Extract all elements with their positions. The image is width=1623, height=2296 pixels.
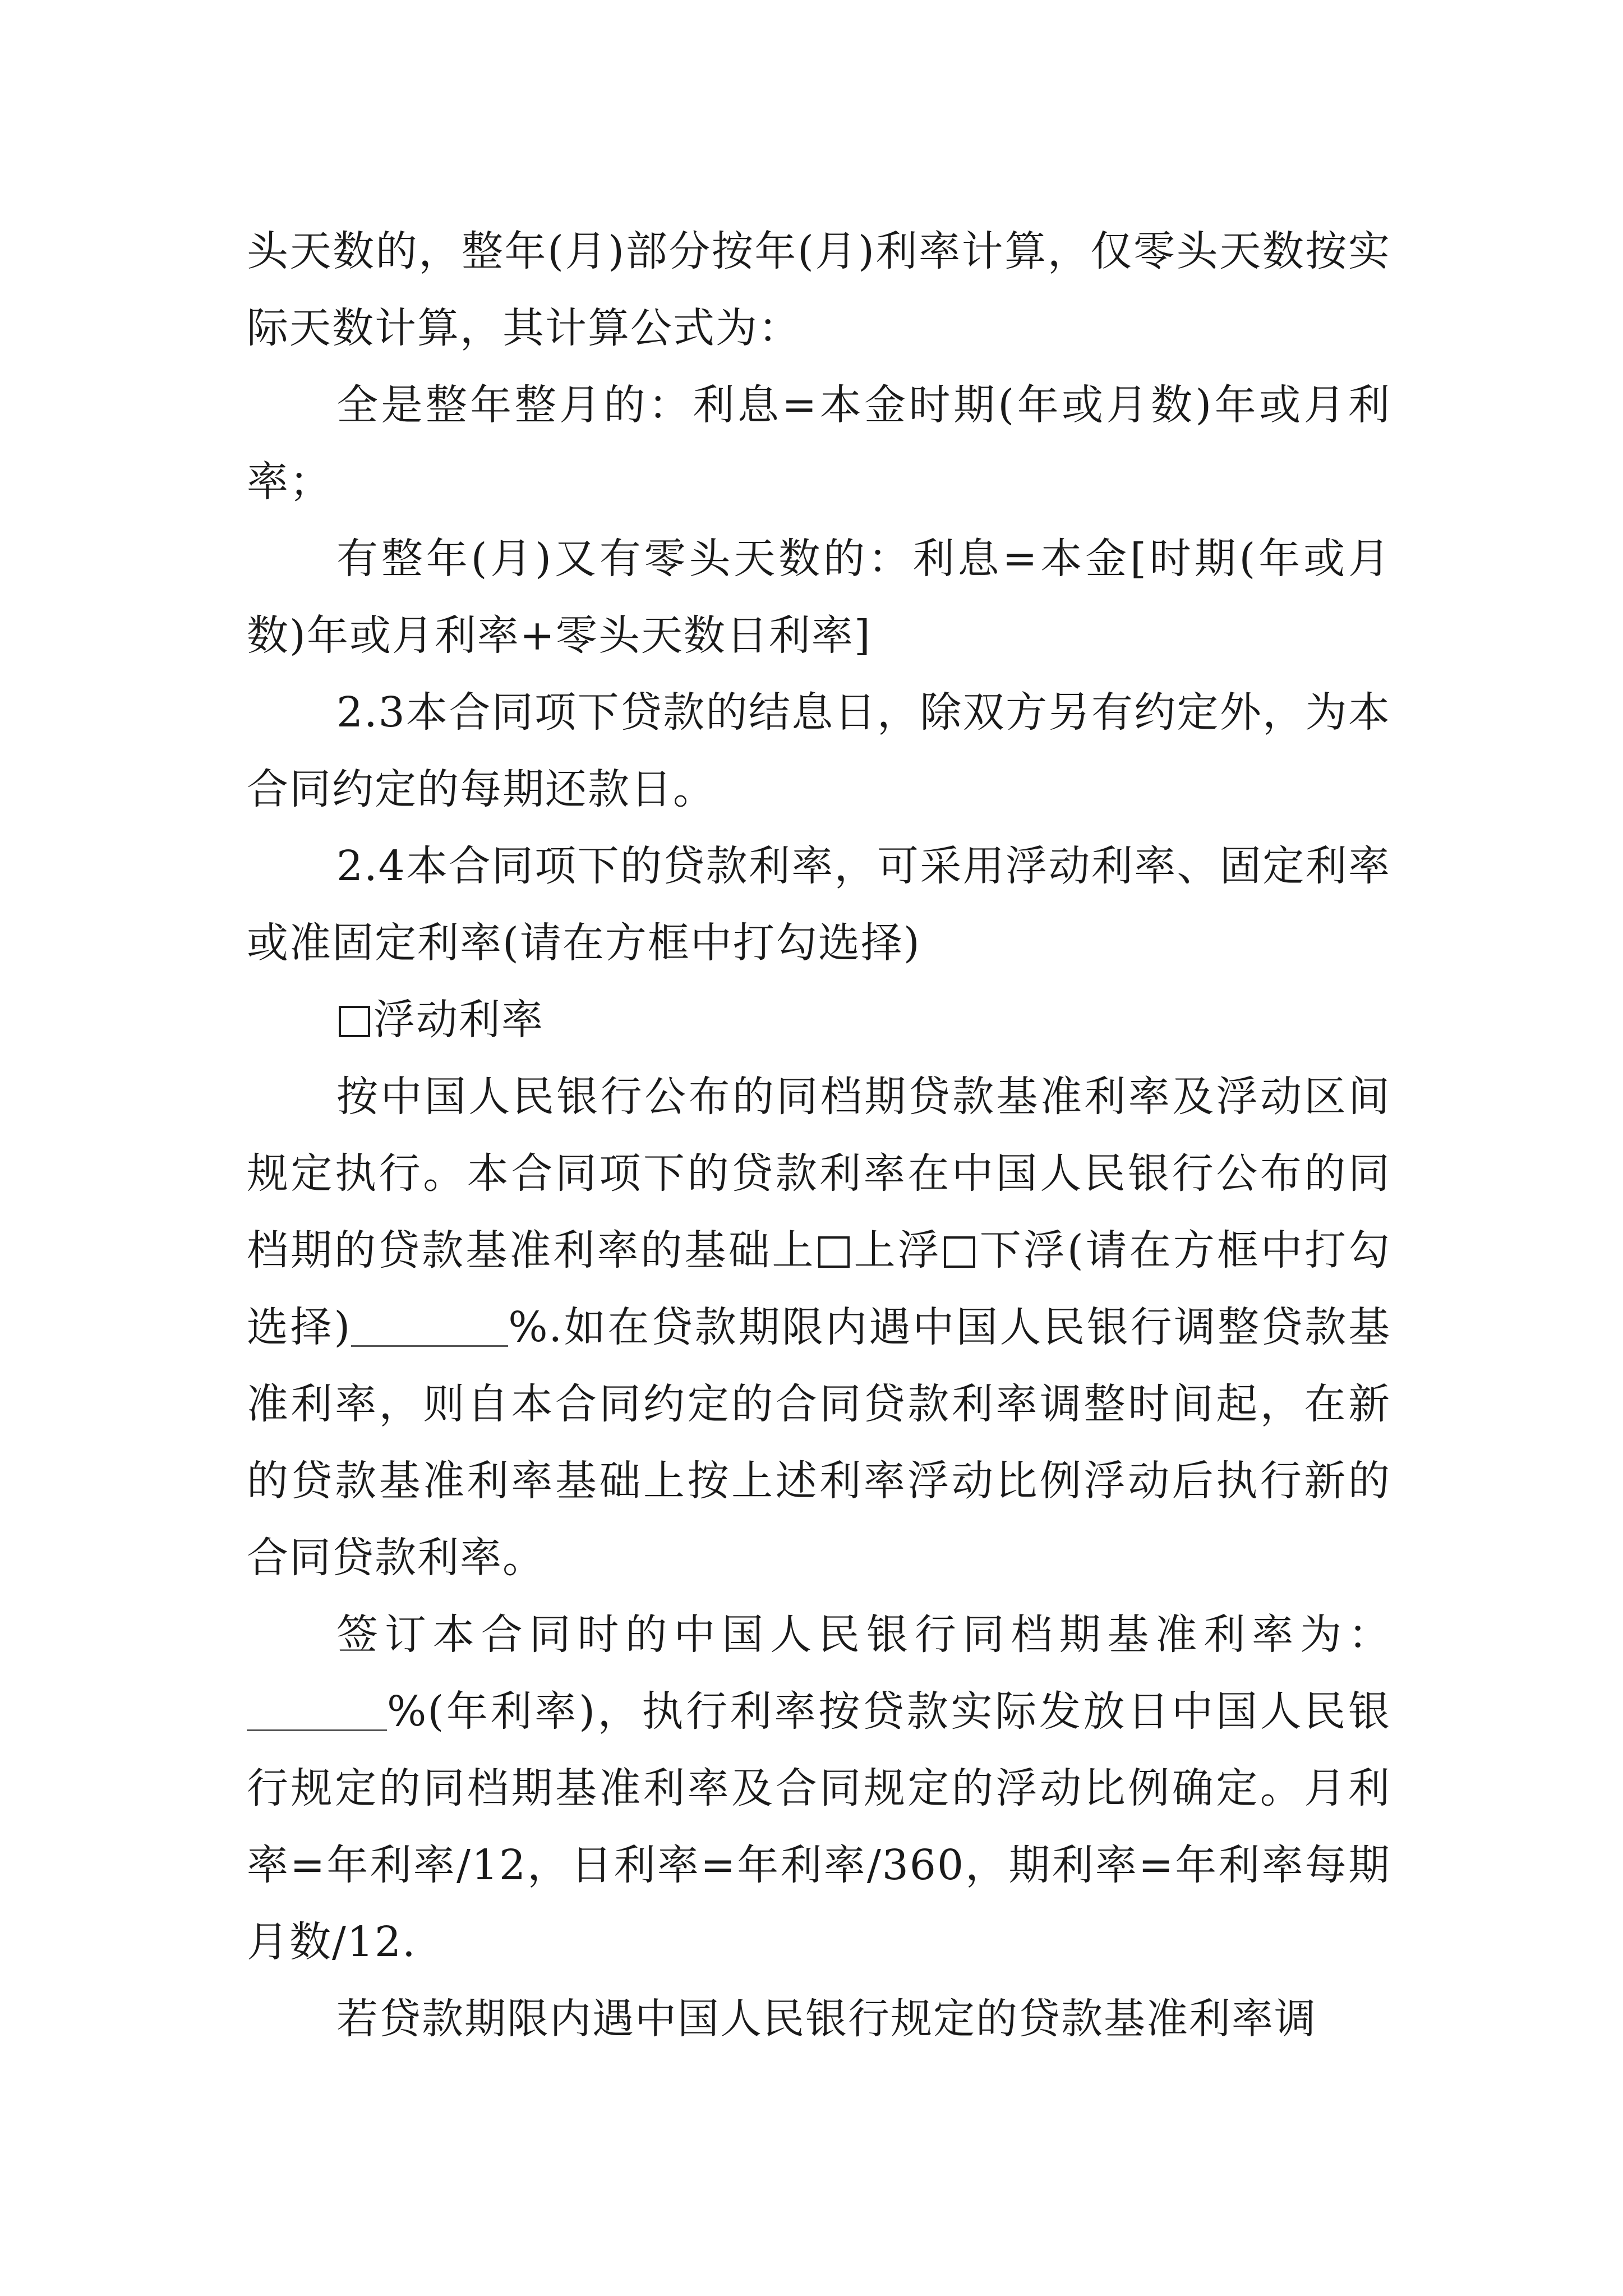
- base-rate-percentage-blank[interactable]: [247, 1685, 387, 1731]
- paragraph-base-rate-signing: [247, 1596, 1391, 1981]
- paragraph-floating-rate-terms: [247, 1059, 1391, 1596]
- paragraph-text: 有整年(月)又有零头天数的：利息=本金[时期(年或月数)年或月利率+零头天数日利率]: [247, 535, 1391, 660]
- paragraph-text: %.如在贷款期限内遇中国人民银行调整贷款基准利率，则自本合同约定的合同贷款利率调整时间起，在新的贷款基准利率基础上按上述利率浮动比例浮动后执行新的合同贷款利率。: [247, 1303, 1391, 1582]
- paragraph-text: 全是整年整月的：利息=本金时期(年或月数)年或月利率；: [247, 381, 1391, 506]
- rate-down-label: 下浮: [978, 1226, 1067, 1274]
- paragraph-text: 2.4本合同项下的贷款利率，可采用浮动利率、固定利率或准固定利率(请在方框中打勾选择): [247, 842, 1391, 967]
- paragraph-clause-2-4: [247, 828, 1391, 982]
- paragraph-full-year-formula: [247, 367, 1391, 521]
- floating-rate-checkbox[interactable]: [339, 1006, 370, 1037]
- paragraph-clause-2-3: [247, 674, 1391, 828]
- paragraph-text: %(年利率)，执行利率按贷款实际发放日中国人民银行规定的同档期基准利率及合同规定的浮动比例确定。月利率=年利率/12，日利率=年利率/360，期利率=年利率每期月数/12.: [247, 1687, 1391, 1966]
- rate-up-label: 上浮: [852, 1226, 942, 1274]
- paragraph-floating-rate-option: [247, 982, 1391, 1059]
- paragraph-text: 若贷款期限内遇中国人民银行规定的贷款基准利率调: [336, 1995, 1317, 2043]
- paragraph-rate-adjustment: [247, 1981, 1391, 2058]
- rate-up-checkbox[interactable]: [818, 1236, 850, 1268]
- paragraph-text: 按中国人民银行公布的同档期贷款基准利率及浮动区间规定执行。本合同项下的贷款利率在中国人民银行公布的同档期的贷款基准利率的基础上: [247, 1073, 1391, 1274]
- rate-down-checkbox[interactable]: [944, 1236, 975, 1268]
- paragraph-text: 2.3本合同项下贷款的结息日，除双方另有约定外，为本合同约定的每期还款日。: [247, 688, 1391, 813]
- paragraph-mixed-period-formula: [247, 521, 1391, 674]
- floating-rate-label: 浮动利率: [374, 996, 544, 1044]
- float-percentage-blank[interactable]: [351, 1300, 508, 1347]
- paragraph-text: 签订本合同时的中国人民银行同档期基准利率为：: [336, 1611, 1391, 1659]
- document-body: [247, 213, 1391, 2058]
- paragraph-interest-calculation-intro: [247, 213, 1391, 367]
- paragraph-text: (请在方框中打勾选择): [247, 1226, 1391, 1351]
- paragraph-text: 头天数的，整年(月)部分按年(月)利率计算，仅零头天数按实际天数计算，其计算公式为：: [247, 227, 1391, 352]
